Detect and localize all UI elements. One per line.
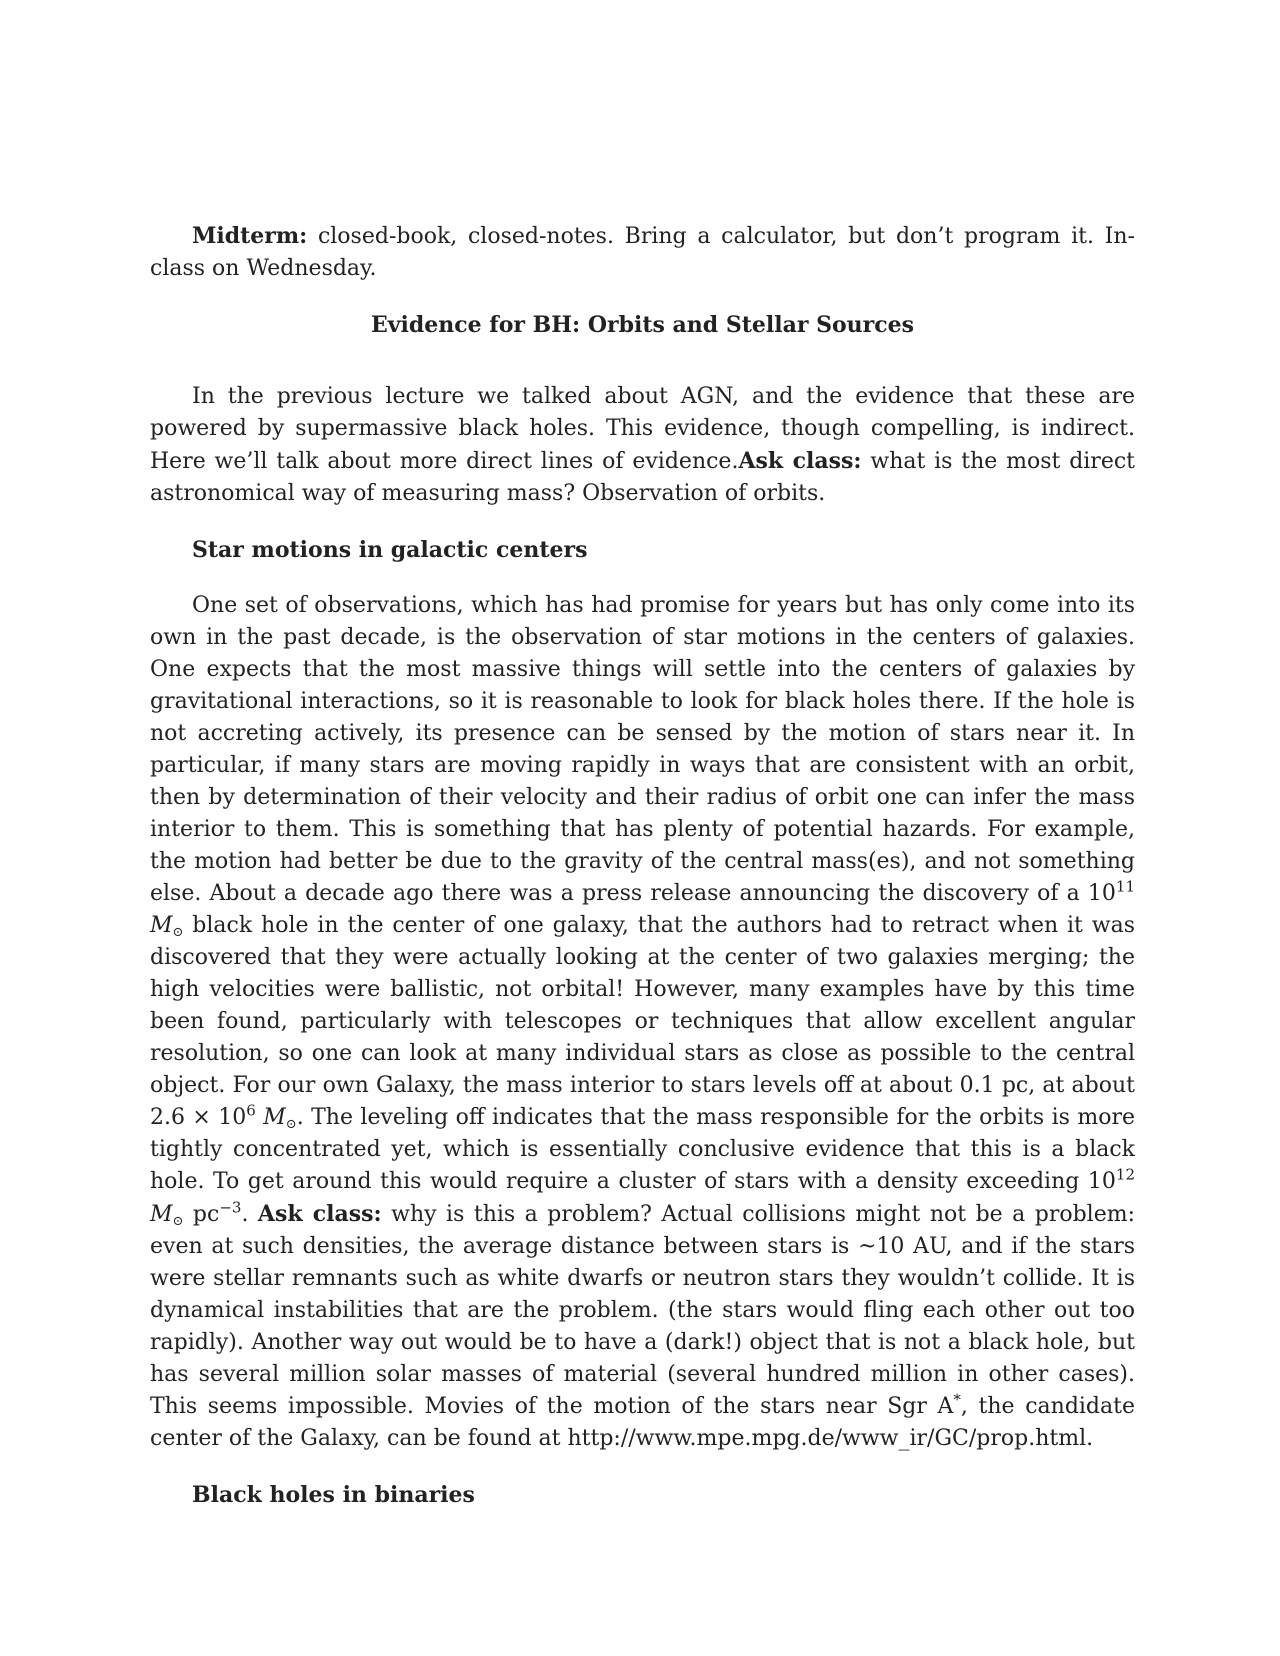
ask-class-label-2: Ask class:	[257, 1201, 382, 1227]
star-motions-text-5: why is this a problem? Actual collisions might not be a problem: even at such densities, the average distance between stars is ~10 AU, and if the stars were stellar remnants such as white dwarfs or neutron stars they wouldn’t collide. It is dynamical instabilities that are the problem. (the stars would fling each other out too rapidly). Another way out would be to have a (dark!) object that is not a black hole, but has several million solar masses of material (several hundred million in other cases). This seems impossible. Movies of the motion of the stars near Sgr A	[150, 1202, 1135, 1419]
midterm-note	[150, 220, 1135, 285]
star-motions-text-6: , the candidate center of the Galaxy, can be found at http://www.mpe.mpg.de/www_ir/GC/prop.html.	[150, 1394, 1135, 1451]
intro-text-1: In the previous lecture we talked about AGN, and the evidence that these are powered by supermassive black holes. This evidence, though compelling, is indirect. Here we’ll talk about more direct lines of evidence.	[150, 384, 1135, 474]
star-motions-text-3: . The leveling off indicates that the mass responsible for the orbits is more tightly concentrated yet, which is essentially conclusive evidence that this is a black hole. To get around this would require a cluster of stars with a density exceeding	[150, 1105, 1136, 1194]
star-motions-text-2: black hole in the center of one galaxy, that the authors had to retract when it was discovered that they were actually looking at the center of two galaxies merging; the high velocities were ballistic, not orbital! However, many examples have by this time been found, particularly with telescopes or techniques that allow excellent angular resolution, so one can look at many individual stars as close as possible to the central object. For our own Galaxy, the mass interior to stars levels off at about 0.1 pc, at about	[150, 913, 1135, 1098]
intro-text-2: what is the most direct astronomical way of measuring mass? Observation of orbits.	[150, 449, 1136, 506]
document-page	[150, 220, 1135, 1535]
subheading-star-motions: Star motions in galactic centers	[192, 537, 588, 563]
midterm-label: Midterm:	[192, 223, 308, 249]
star-motions-text-1: One set of observations, which has had promise for years but has only come into its own in the past decade, is the observation of star motions in the centers of galaxies. One expects that the most massive things will settle into the centers of galaxies by gravitational interactions, so it is reasonable to look for black holes there. If the hole is not accreting actively, its presence can be sensed by the motion of stars near it. In particular, if many stars are moving rapidly in ways that are consistent with an orbit, then by determination of their velocity and their radius of orbit one can infer the mass interior to them. This is something that has plenty of potential hazards. For example, the motion had better be due to the gravity of the central mass(es), and not something else. About a decade ago there was a press release announcing the discovery of a	[150, 593, 1135, 906]
ask-class-label: Ask class:	[738, 448, 862, 474]
midterm-text: closed-book, closed-notes. Bring a calculator, but don’t program it. In-class on Wednesday.	[150, 224, 1135, 281]
density-value: $10^{12}$ $M_⊙$ $pc^{-3}$	[150, 1165, 1135, 1229]
mass-1e11: $10^{11}$ $M_⊙$	[150, 877, 1135, 940]
mass-2-6e6: $2.6 \times 10^6$ $M_⊙$	[150, 1101, 297, 1132]
section-title: Evidence for BH: Orbits and Stellar Sources	[370, 312, 915, 338]
subheading-binaries: Black holes in binaries	[192, 1482, 475, 1508]
star-motions-paragraph: One set of observations, which has had promise for years but has only come into its own in the past decade, is the observation of star motions in the centers of galaxies. One expects that the most massive things will settle into the centers of galaxies by gravitational interactions, so it is reasonable to look for black holes there. If the hole is not accreting actively, its presence can be sensed by the motion of stars near it. In particular, if many stars are moving rapidly in ways that are consistent with an orbit, then by determination of their velocity and their radius of orbit one can infer the mass interior to them. This is something that has plenty of potential hazards. For example, the motion had better be due to the gravity of the central mass(es), and not something else. About a decade ago there was a press release announcing the discovery of a $10^{11}$ $M_⊙$ black hole in the center of one galaxy, that the authors had to retract when it was discovered that they were actually looking at the center of two galaxies merging; the high velocities were ballistic, not orbital! However, many examples have by this time been found, particularly with telescopes or techniques that allow excellent angular resolution, so one can look at many individual stars as close as possible to the central object. For our own Galaxy, the mass interior to stars levels off at about 0.1 pc, at about $2.6 \times 10^6$ $M_⊙$. The leveling off indicates that the mass responsible for the orbits is more tightly concentrated yet, which is essentially conclusive evidence that this is a black hole. To get around this would require a cluster of stars with a density exceeding $10^{12}$ $M_⊙$ $pc^{-3}$. Ask class: why is this a problem? Actual collisions might not be a problem: even at such densities, the average distance between stars is ~10 AU, and if the stars were stellar remnants such as white dwarfs or neutron stars they wouldn’t collide. It is dynamical instabilities that are the problem. (the stars would fling each other out too rapidly). Another way out would be to have a (dark!) object that is not a black hole, but has several million solar masses of material (several hundred million in other cases). This seems impossible. Movies of the motion of the stars near Sgr A*, the candidate center of the Galaxy, can be found at http://www.mpe.mpg.de/www_ir/GC/prop.html.	[150, 593, 1136, 1451]
intro-paragraph	[150, 381, 1135, 510]
